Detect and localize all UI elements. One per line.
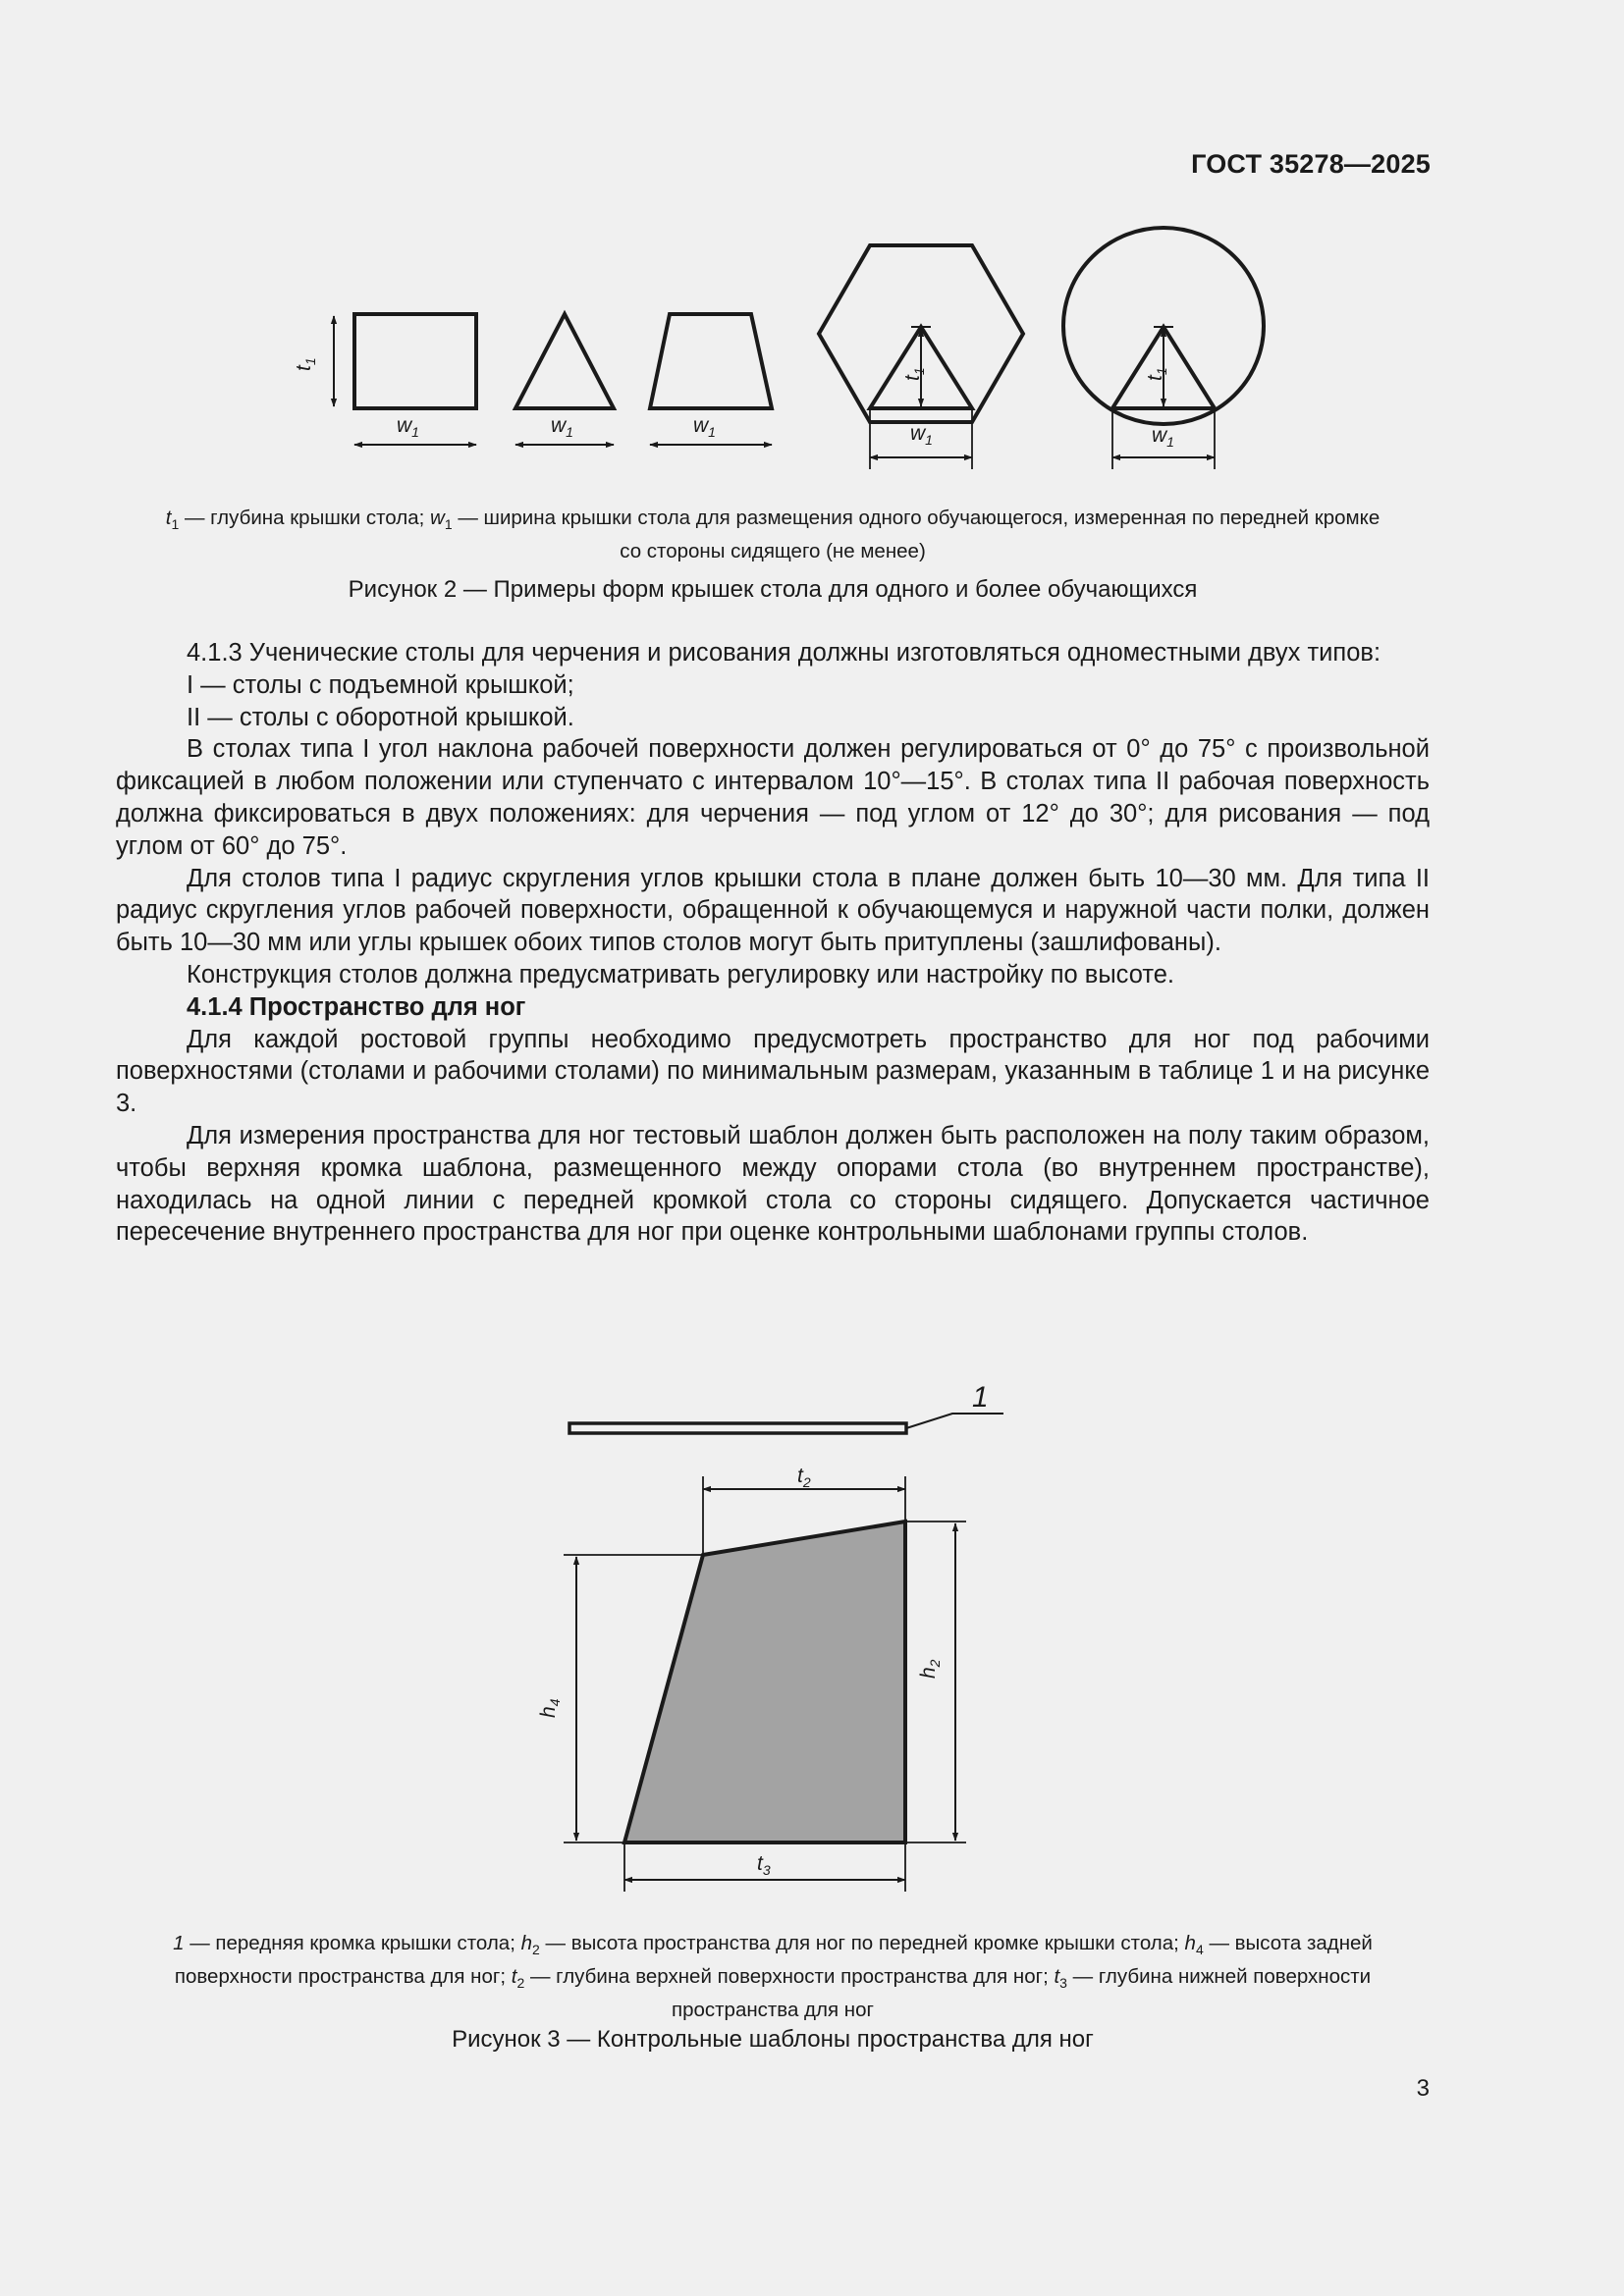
label-h4: $h_4$ [537,1698,563,1718]
figure-3-legend-line-1: 1 — передняя кромка крышки стола; $h_2$ — высота пространства для ног по передней кромке крышки стола; $h_4$ — высота задней [173,1932,1373,1958]
label-w1-circle: $w_1$ [1152,424,1174,450]
figure-3-legend-line-3: пространства для ног [672,1999,874,2022]
figure-2-caption: Рисунок 2 — Примеры форм крышек стола для одного и более обучающихся [348,576,1198,603]
label-w1-tri: $w_1$ [551,414,573,440]
figure-3-legend-line-2: поверхности пространства для ног; $t_2$ — глубина верхней поверхности пространства для ног; $t_3$ — глубина нижней поверхности [174,1965,1372,1992]
label-t1-hex: $t_1$ [901,367,927,381]
paragraph-radius: Для столов типа I радиус скругления углов крышки стола в плане должен быть 10—30 мм. Для типа II радиус скругления углов рабочей поверхности, обращенной к обучающемуся и наружной части полки, должен быть 10—30 мм или углы крышек обоих типов столов могут быть притуплены (зашлифованы). [116,864,1430,957]
label-w1-rect: $w_1$ [397,414,419,440]
label-t2: $t_2$ [797,1465,811,1490]
label-t1-circle: $t_1$ [1144,367,1169,381]
figure-2-legend [116,505,1430,565]
label-t1-rect: $t_1$ [293,357,318,371]
paragraph-height: Конструкция столов должна предусматривать регулировку или настройку по высоте. [187,960,1174,988]
shape-triangle [515,314,614,408]
shape-rectangle [354,314,476,408]
list-item-type-2: II — столы с оборотной крышкой. [187,703,574,731]
table-top-edge [569,1423,906,1433]
page-number: 3 [1416,2075,1430,2102]
body-text [116,637,1430,1249]
paragraph-measurement: Для измерения пространства для ног тестовый шаблон должен быть расположен на полу таким образом, чтобы верхняя кромка шаблона, размещенного между опорами стола (во внутреннем пространстве), находилась на одной линии с передней кромкой стола со стороны сидящего. Допускается частичное пересечение внутреннего пространства для ног при оценке контрольными шаблонами группы столов. [116,1121,1430,1247]
paragraph-legroom: Для каждой ростовой группы необходимо предусмотреть пространство для ног под рабочими поверхностями (столами и рабочими столами) по минимальным размерам, указанным в таблице 1 и на рисунке 3. [116,1025,1430,1118]
label-h2: $h_2$ [917,1659,943,1679]
label-callout-1: 1 [972,1381,989,1414]
label-t3: $t_3$ [757,1852,771,1878]
figure-2-legend-line-1: $t_1$ — глубина крышки стола; $w_1$ — ширина крышки стола для размещения одного обучающегося, измеренная по передней кромке [165,507,1380,533]
paragraph-angle: В столах типа I угол наклона рабочей поверхности должен регулироваться от 0° до 75° с произвольной фиксацией в любом положении или ступенчато с интервалом 10°—15°. В столах типа II рабочая поверхность должна фиксироваться в двух положениях: для черчения — под углом от 12° до 30°; для рисования — под углом от 60° до 75°. [116,735,1430,860]
document-number: ГОСТ 35278—2025 [1191,149,1431,179]
figure-3-caption: Рисунок 3 — Контрольные шаблоны пространства для ног [452,2026,1094,2053]
figure-3-legend [116,1930,1430,2024]
label-w1-trap: $w_1$ [693,414,716,440]
callout-leader-line [906,1414,1003,1428]
list-item-type-1: I — столы с подъемной крышкой; [187,670,574,699]
label-w1-hex: $w_1$ [910,422,933,448]
shape-trapezoid [650,314,772,408]
section-heading-4-1-4: 4.1.4 Пространство для ног [187,992,526,1021]
legroom-template-shape [624,1522,905,1842]
figure-2-table-shapes [0,0,1624,491]
paragraph-4-1-3: 4.1.3 Ученические столы для черчения и рисования должны изготовляться одноместными двух типов: [187,639,1381,667]
figure-2-legend-line-2: со стороны сидящего (не менее) [620,540,926,563]
figure-3-legroom-template [0,1374,1624,1885]
